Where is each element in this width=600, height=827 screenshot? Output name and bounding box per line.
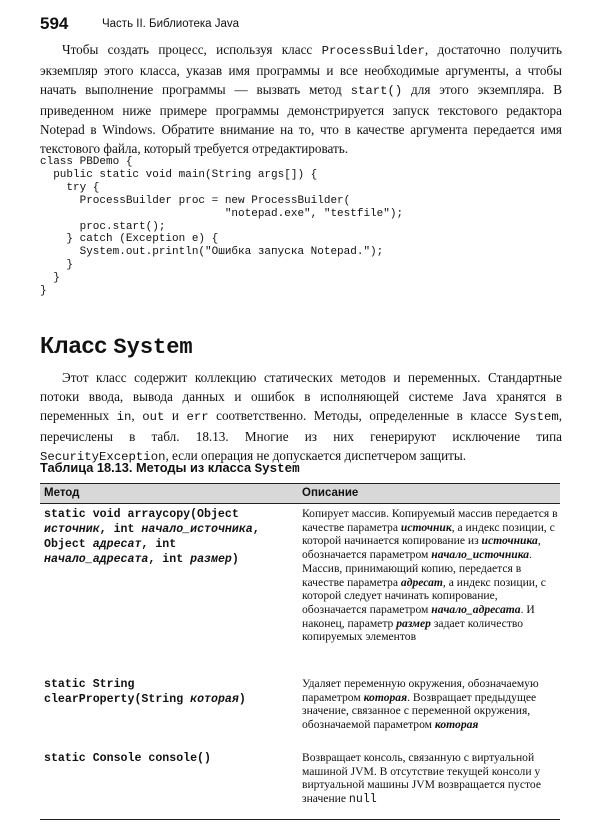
method-description: Удаляет переменную окружения, обозначаемую параметром которая. Возвращает предыдущее значение, связанное с переменной окружения, обозначаемой параметром которая	[302, 677, 539, 732]
code-line: }	[40, 272, 60, 285]
table-header	[40, 483, 560, 504]
table-caption: Таблица 18.13. Методы из класса System	[40, 460, 300, 476]
code-line: }	[40, 285, 47, 298]
method-description: Возвращает консоль, связанную с виртуальной машиной JVM. В отсутствие текущей консоли у виртуальной машины JVM возвращается пустое значение null	[302, 751, 541, 807]
method-signature: static void arraycopy(Object источник, int начало_источника, Object адресат, int начало_адресата, int размер)	[44, 508, 260, 566]
code-line: System.out.println("Ошибка запуска Notepad.");	[40, 246, 384, 259]
code-line: class PBDemo {	[40, 156, 133, 168]
running-head: Часть II. Библиотека Java	[102, 18, 240, 30]
page-number: 594	[40, 14, 69, 33]
page-header	[40, 14, 560, 34]
code-line: }	[40, 259, 74, 272]
column-header-description: Описание	[302, 487, 359, 499]
methods-table	[40, 483, 560, 807]
section-title: Класс System	[40, 332, 193, 360]
table-bottom-rule	[40, 819, 560, 820]
column-header-method: Метод	[44, 487, 80, 499]
method-signature: static Console console()	[44, 752, 211, 765]
code-line: ProcessBuilder proc = new ProcessBuilder(	[40, 194, 351, 207]
code-line: } catch (Exception e) {	[40, 233, 219, 246]
code-line: proc.start();	[40, 220, 166, 233]
method-signature: static String clearProperty(String которая)	[44, 678, 246, 706]
code-line: public static void main(String args[]) {	[40, 168, 318, 181]
system-paragraph: Этот класс содержит коллекцию статических методов и переменных. Стандартные потоки ввода, вывода данных и ошибок в исполняющей системе Java хранятся в переменных in, out и err соответственно. Методы, определенные в классе System, перечислены в табл. 18.13. Многие из них генерируют исключение типа SecurityException, если операция не допускается диспетчером защиты.	[40, 370, 563, 464]
intro-paragraph: Чтобы создать процесс, используя класс ProcessBuilder, достаточно получить экземпляр этого класса, указав имя программы и все необходимые аргументы, а чтобы начать выполнение программы — вызвать метод start() для этого экземпляра. В приведенном ниже примере программы демонстрируется запуск текстового редактора Notepad в Windows. Обратите внимание на то, что в качестве аргумента передается имя текстового файла, который требуется отредактировать.	[40, 42, 562, 156]
code-line: try {	[40, 181, 100, 194]
method-description: Копирует массив. Копируемый массив передается в качестве параметра источник, а индекс позиции, с которой начинается копирование из источника, обозначается параметром начало_источника. Массив, принимающий копию, передается в качестве параметра адресат, а индекс позиции, с которой следует начинать копирование, обозначается параметром начало_адресата. И наконец, параметр размер задает количество копируемых элементов	[302, 507, 558, 644]
code-listing	[40, 156, 403, 298]
code-line: "notepad.exe", "testfile");	[40, 207, 404, 220]
